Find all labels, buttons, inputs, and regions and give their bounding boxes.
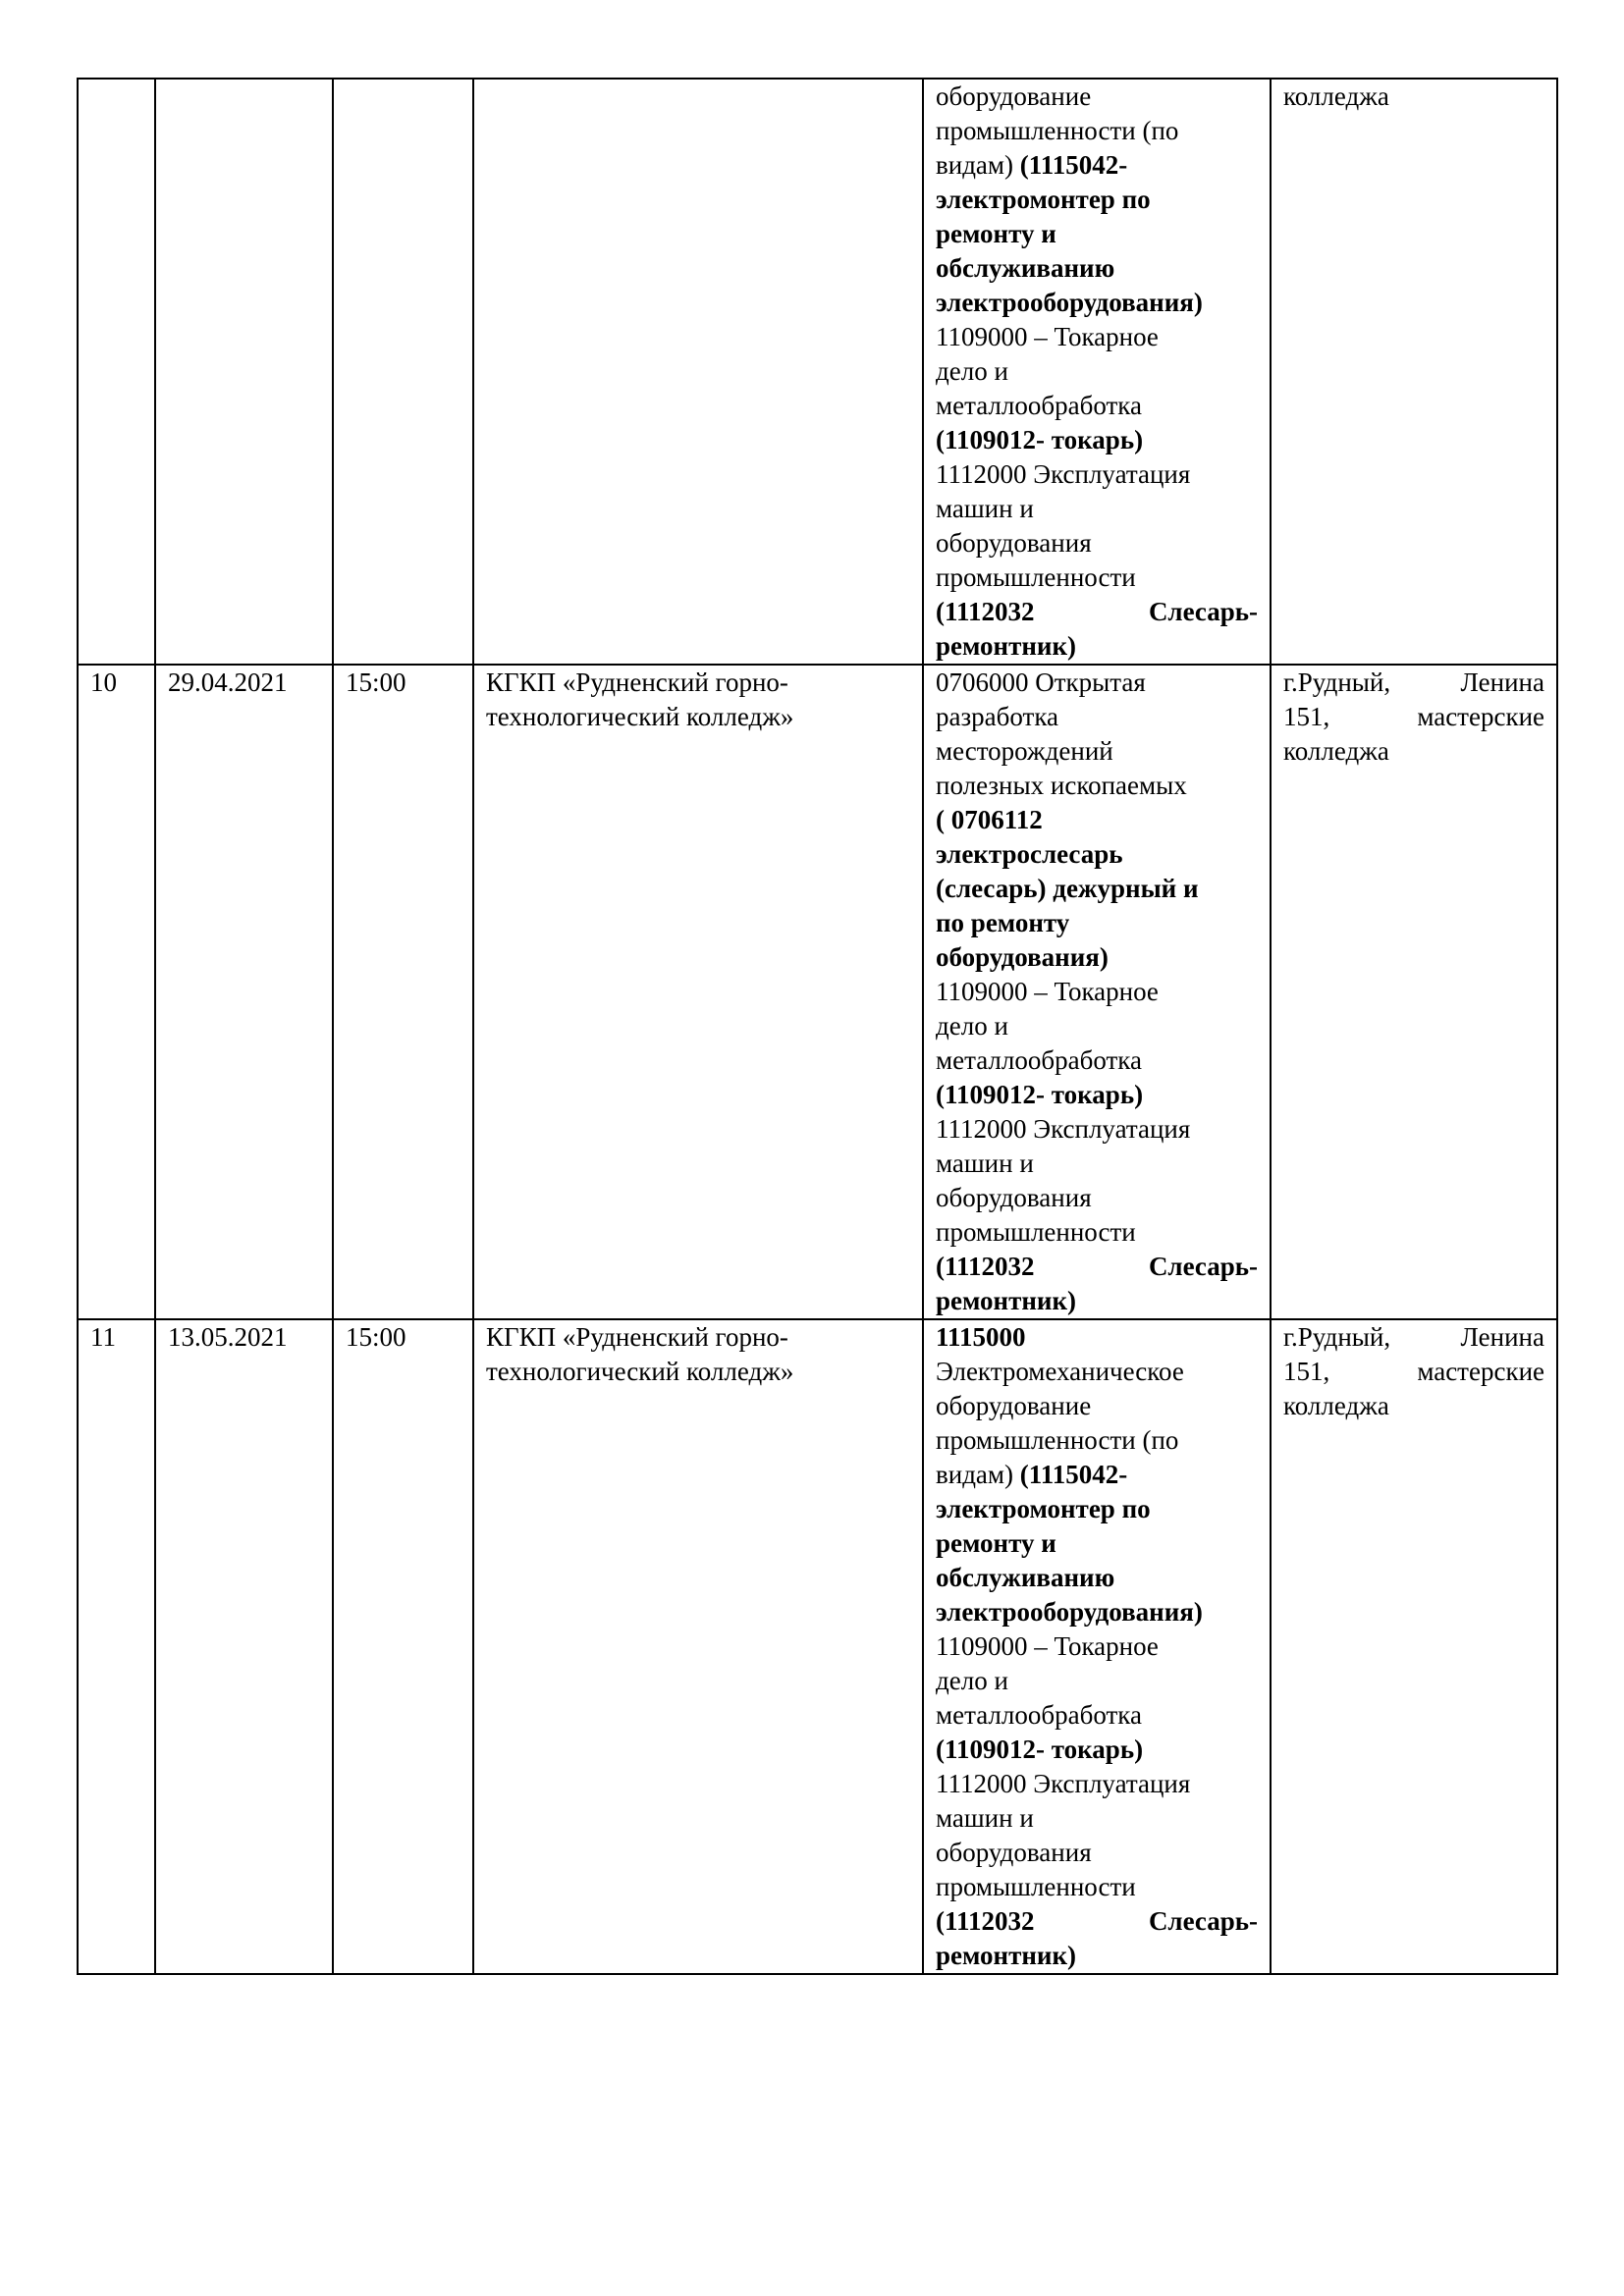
cell-address: [1271, 79, 1557, 665]
specialty-text: 1109000 – Токарное: [936, 977, 1159, 1006]
event-date: 13.05.2021: [168, 1322, 288, 1352]
address-part: мастерские: [1417, 702, 1544, 731]
specialty-line: [936, 1355, 1258, 1389]
specialty-text: металлообработка: [936, 391, 1142, 420]
event-time: 15:00: [346, 1322, 406, 1352]
specialty-line: [936, 1215, 1258, 1250]
cell-address: [1271, 1319, 1557, 1974]
specialty-text: дело и: [936, 1666, 1008, 1695]
specialty-text: промышленности: [936, 562, 1136, 592]
specialty-text: видам): [936, 150, 1020, 180]
specialty-text: ремонтник): [936, 1941, 1077, 1970]
specialty-line: [936, 114, 1258, 148]
specialty-text: металлообработка: [936, 1700, 1142, 1730]
specialty-text: ремонтник): [936, 1286, 1077, 1315]
event-date: 29.04.2021: [168, 667, 288, 697]
specialty-line: [936, 1458, 1258, 1492]
specialty-text: промышленности: [936, 1872, 1136, 1901]
cell-time: [333, 1319, 473, 1974]
specialty-line: [936, 734, 1258, 769]
specialty-text: оборудование: [936, 1391, 1092, 1420]
specialty-line: [936, 526, 1258, 561]
specialty-text: обслуживанию: [936, 253, 1115, 283]
specialty-line: [936, 1147, 1258, 1181]
specialty-text: машин и: [936, 494, 1034, 523]
specialty-line: [936, 1836, 1258, 1870]
specialty-title: Слесарь-: [1148, 1906, 1258, 1936]
specialty-line: [936, 1904, 1258, 1939]
specialty-line: [936, 286, 1258, 320]
specialty-text: 1112000 Эксплуатация: [936, 1114, 1191, 1144]
specialty-line: [936, 1009, 1258, 1043]
specialty-text: электрооборудования): [936, 288, 1203, 317]
specialty-code: (1115042-: [1019, 150, 1128, 180]
table-row: [78, 1319, 1557, 1974]
specialty-line: [936, 217, 1258, 251]
specialty-line: [936, 1043, 1258, 1078]
specialty-line: [936, 1801, 1258, 1836]
specialty-line: [936, 700, 1258, 734]
specialty-text: (1109012- токарь): [936, 1080, 1144, 1109]
specialty-line: [936, 666, 1258, 700]
specialty-text: оборудования: [936, 528, 1092, 558]
specialty-line: [936, 1284, 1258, 1318]
cell-time: [333, 79, 473, 665]
specialty-text: 0706000 Открытая: [936, 667, 1146, 697]
specialty-text: промышленности (по: [936, 116, 1179, 145]
specialty-text: месторождений: [936, 736, 1113, 766]
specialty-line: [936, 561, 1258, 595]
cell-organization: [473, 1319, 923, 1974]
specialty-code: (1112032: [936, 597, 1035, 626]
specialty-text: (слесарь) дежурный и: [936, 874, 1199, 903]
specialty-line: [936, 975, 1258, 1009]
specialty-line: [936, 1561, 1258, 1595]
specialty-text: промышленности (по: [936, 1425, 1179, 1455]
address-line: колледжа: [1283, 736, 1389, 766]
specialty-text: 1112000 Эксплуатация: [936, 1769, 1191, 1798]
cell-date: [155, 79, 333, 665]
specialty-text: машин и: [936, 1803, 1034, 1833]
specialty-text: видам): [936, 1460, 1020, 1489]
specialty-line: [936, 1389, 1258, 1423]
cell-number: [78, 665, 155, 1319]
specialty-line: [936, 1698, 1258, 1733]
specialty-line: [936, 1664, 1258, 1698]
cell-organization: [473, 665, 923, 1319]
specialty-text: электромонтер по: [936, 1494, 1151, 1523]
schedule-table-body: [78, 79, 1557, 1974]
specialty-line: [936, 769, 1258, 803]
specialty-text: 1115000: [936, 1322, 1026, 1352]
specialty-text: дело и: [936, 1011, 1008, 1041]
specialty-line: [936, 457, 1258, 492]
address-part: 151,: [1283, 1357, 1330, 1386]
organization-line: КГКП «Рудненский горно-: [486, 667, 788, 697]
specialty-text: электромонтер по: [936, 185, 1151, 214]
specialty-text: ремонтник): [936, 631, 1077, 661]
cell-specialty: [923, 1319, 1271, 1974]
row-number: 10: [90, 667, 117, 697]
specialty-line: [936, 251, 1258, 286]
specialty-text: 1109000 – Токарное: [936, 1631, 1159, 1661]
cell-time: [333, 665, 473, 1319]
specialty-line: [936, 1939, 1258, 1973]
specialty-line: [936, 320, 1258, 354]
table-row: [78, 79, 1557, 665]
specialty-text: Электромеханическое: [936, 1357, 1184, 1386]
specialty-line: [936, 1112, 1258, 1147]
specialty-line: [936, 906, 1258, 940]
address-line: [1283, 1320, 1544, 1355]
specialty-line: [936, 940, 1258, 975]
organization-line: технологический колледж»: [486, 702, 794, 731]
cell-date: [155, 665, 333, 1319]
specialty-line: [936, 629, 1258, 664]
specialty-title: Слесарь-: [1148, 597, 1258, 626]
specialty-line: [936, 1078, 1258, 1112]
specialty-line: [936, 389, 1258, 423]
specialty-line: [936, 595, 1258, 629]
specialty-text: 1112000 Эксплуатация: [936, 459, 1191, 489]
specialty-line: [936, 148, 1258, 183]
address-part: Ленина: [1460, 667, 1544, 697]
specialty-code: (1115042-: [1019, 1460, 1128, 1489]
specialty-line: [936, 183, 1258, 217]
specialty-line: [936, 1595, 1258, 1629]
specialty-text: оборудования: [936, 1838, 1092, 1867]
specialty-line: [936, 1250, 1258, 1284]
specialty-line: [936, 803, 1258, 837]
specialty-line: [936, 1423, 1258, 1458]
specialty-line: [936, 1870, 1258, 1904]
specialty-code: (1112032: [936, 1252, 1035, 1281]
specialty-text: промышленности: [936, 1217, 1136, 1247]
specialty-line: [936, 1320, 1258, 1355]
specialty-text: ( 0706112: [936, 805, 1043, 834]
specialty-line: [936, 354, 1258, 389]
specialty-text: 1109000 – Токарное: [936, 322, 1159, 351]
specialty-text: дело и: [936, 356, 1008, 386]
specialty-text: электрослесарь: [936, 839, 1123, 869]
specialty-code: (1112032: [936, 1906, 1035, 1936]
specialty-text: по ремонту: [936, 908, 1070, 937]
table-row: [78, 665, 1557, 1319]
cell-date: [155, 1319, 333, 1974]
specialty-text: (1109012- токарь): [936, 1735, 1144, 1764]
cell-number: [78, 79, 155, 665]
address-line: [1283, 1355, 1544, 1389]
cell-address: [1271, 665, 1557, 1319]
cell-organization: [473, 79, 923, 665]
specialty-text: оборудования: [936, 1183, 1092, 1212]
specialty-text: полезных ископаемых: [936, 771, 1187, 800]
address-line: [1283, 666, 1544, 700]
specialty-text: металлообработка: [936, 1045, 1142, 1075]
specialty-line: [936, 492, 1258, 526]
specialty-line: [936, 80, 1258, 114]
specialty-text: ремонту и: [936, 219, 1056, 248]
specialty-line: [936, 837, 1258, 872]
specialty-line: [936, 1181, 1258, 1215]
specialty-title: Слесарь-: [1148, 1252, 1258, 1281]
specialty-line: [936, 423, 1258, 457]
address-line: [1283, 700, 1544, 734]
address-part: мастерские: [1417, 1357, 1544, 1386]
specialty-line: [936, 1767, 1258, 1801]
specialty-line: [936, 1526, 1258, 1561]
specialty-text: машин и: [936, 1148, 1034, 1178]
cell-specialty: [923, 79, 1271, 665]
row-number: 11: [90, 1322, 116, 1352]
event-time: 15:00: [346, 667, 406, 697]
specialty-line: [936, 1733, 1258, 1767]
specialty-text: электрооборудования): [936, 1597, 1203, 1627]
address-line: колледжа: [1283, 1391, 1389, 1420]
cell-number: [78, 1319, 155, 1974]
address-part: г.Рудный,: [1283, 667, 1391, 697]
specialty-text: (1109012- токарь): [936, 425, 1144, 454]
organization-line: технологический колледж»: [486, 1357, 794, 1386]
specialty-text: оборудования): [936, 942, 1109, 972]
schedule-table: [77, 78, 1558, 1975]
specialty-line: [936, 1492, 1258, 1526]
address-part: 151,: [1283, 702, 1330, 731]
address-line: колледжа: [1283, 81, 1389, 111]
specialty-line: [936, 872, 1258, 906]
specialty-text: ремонту и: [936, 1528, 1056, 1558]
address-part: г.Рудный,: [1283, 1322, 1391, 1352]
organization-line: КГКП «Рудненский горно-: [486, 1322, 788, 1352]
specialty-text: оборудование: [936, 81, 1092, 111]
specialty-text: разработка: [936, 702, 1059, 731]
specialty-text: обслуживанию: [936, 1563, 1115, 1592]
cell-specialty: [923, 665, 1271, 1319]
address-part: Ленина: [1460, 1322, 1544, 1352]
specialty-line: [936, 1629, 1258, 1664]
